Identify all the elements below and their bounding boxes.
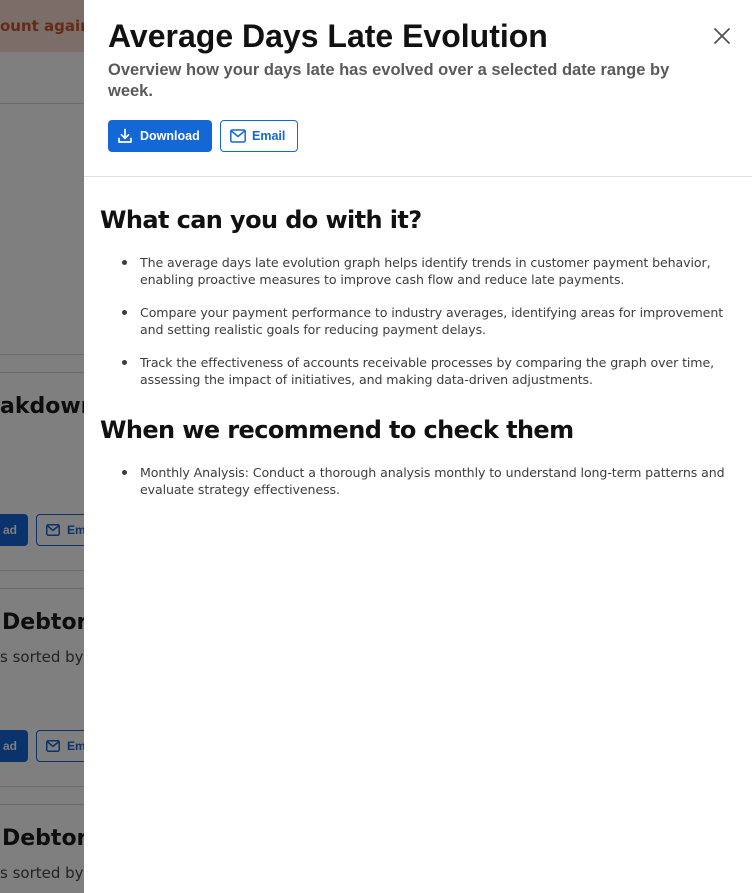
info-drawer — [84, 0, 752, 893]
email-button-label: Email — [252, 129, 286, 143]
drawer-header — [84, 0, 752, 177]
close-icon — [710, 24, 734, 48]
modal-backdrop[interactable] — [0, 0, 84, 893]
recommendations-list — [100, 464, 732, 514]
mail-icon — [230, 129, 246, 143]
download-button[interactable] — [108, 120, 212, 152]
download-icon — [117, 128, 133, 144]
download-button-label: Download — [140, 129, 200, 143]
list-item: The average days late evolution graph helps identify trends in customer payment behavior, enabling proactive measures to improve cash flow and reduce late payments. — [100, 254, 732, 288]
benefits-list — [100, 254, 732, 404]
close-button[interactable] — [710, 24, 734, 48]
section-title: What can you do with it? — [100, 206, 422, 234]
list-item: Monthly Analysis: Conduct a thorough analysis monthly to understand long-term patterns and evaluate strategy effectiveness. — [100, 464, 732, 498]
list-item: Compare your payment performance to industry averages, identifying areas for improvement and setting realistic goals for reducing payment delays. — [100, 304, 732, 338]
drawer-subtitle: Overview how your days late has evolved over a selected date range by week. — [108, 61, 670, 100]
drawer-title: Average Days Late Evolution — [108, 18, 548, 54]
section-title: When we recommend to check them — [100, 416, 574, 444]
list-item: Track the effectiveness of accounts receivable processes by comparing the graph over time, assessing the impact of initiatives, and making data-driven adjustments. — [100, 354, 732, 388]
email-button[interactable] — [220, 120, 298, 152]
